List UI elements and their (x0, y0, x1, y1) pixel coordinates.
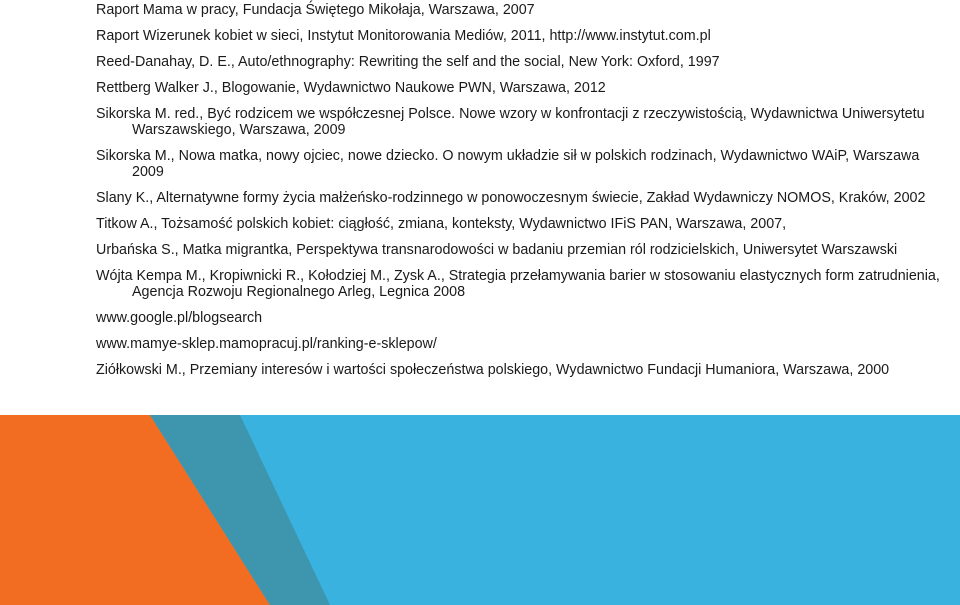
reference-item: Raport Mama w pracy, Fundacja Świętego Mikołaja, Warszawa, 2007 (96, 2, 535, 18)
reference-item: www.mamye-sklep.mamopracuj.pl/ranking-e-sklepow/ (96, 336, 437, 352)
reference-item: Raport Wizerunek kobiet w sieci, Instytut Monitorowania Mediów, 2011, http://www.instytut.com.pl (96, 28, 711, 44)
reference-item: Urbańska S., Matka migrantka, Perspektywa transnarodowości w badaniu przemian ról rodzicielskich, Uniwersytet Warszawski (96, 242, 898, 258)
reference-item: Ziółkowski M., Przemiany interesów i wartości społeczeństwa polskiego, Wydawnictwo Fundacji Humaniora, Warszawa, 2000 (96, 362, 890, 378)
reference-item: www.google.pl/blogsearch (96, 310, 263, 326)
reference-item: Slany K., Alternatywne formy życia małżeńsko-rodzinnego w ponowoczesnym świecie, Zakład Wydawniczy NOMOS, Kraków, 2002 (96, 190, 926, 206)
reference-item: Sikorska M., Nowa matka, nowy ojciec, nowe dziecko. O nowym układzie sił w polskich rodzinach, Wydawnictwo WAiP, Warszawa 2009 (96, 148, 920, 180)
reference-item: Reed-Danahay, D. E., Auto/ethnography: Rewriting the self and the social, New York: Oxford, 1997 (96, 54, 720, 70)
reference-item: Sikorska M. red., Być rodzicem we współczesnej Polsce. Nowe wzory w konfrontacji z rzeczywistością, Wydawnictwa Uniwersytetu Warszawskiego, Warszawa, 2009 (96, 106, 925, 138)
bibliography-list (96, 2, 946, 388)
reference-item: Rettberg Walker J., Blogowanie, Wydawnictwo Naukowe PWN, Warszawa, 2012 (96, 80, 606, 96)
reference-item: Wójta Kempa M., Kropiwnicki R., Kołodziej M., Zysk A., Strategia przełamywania barier w stosowaniu elastycznych form zatrudnienia, Agencja Rozwoju Regionalnego Arleg, Legnica 2008 (96, 268, 940, 300)
reference-item: Titkow A., Tożsamość polskich kobiet: ciągłość, zmiana, konteksty, Wydawnictwo IFiS PAN, Warszawa, 2007, (96, 216, 787, 232)
